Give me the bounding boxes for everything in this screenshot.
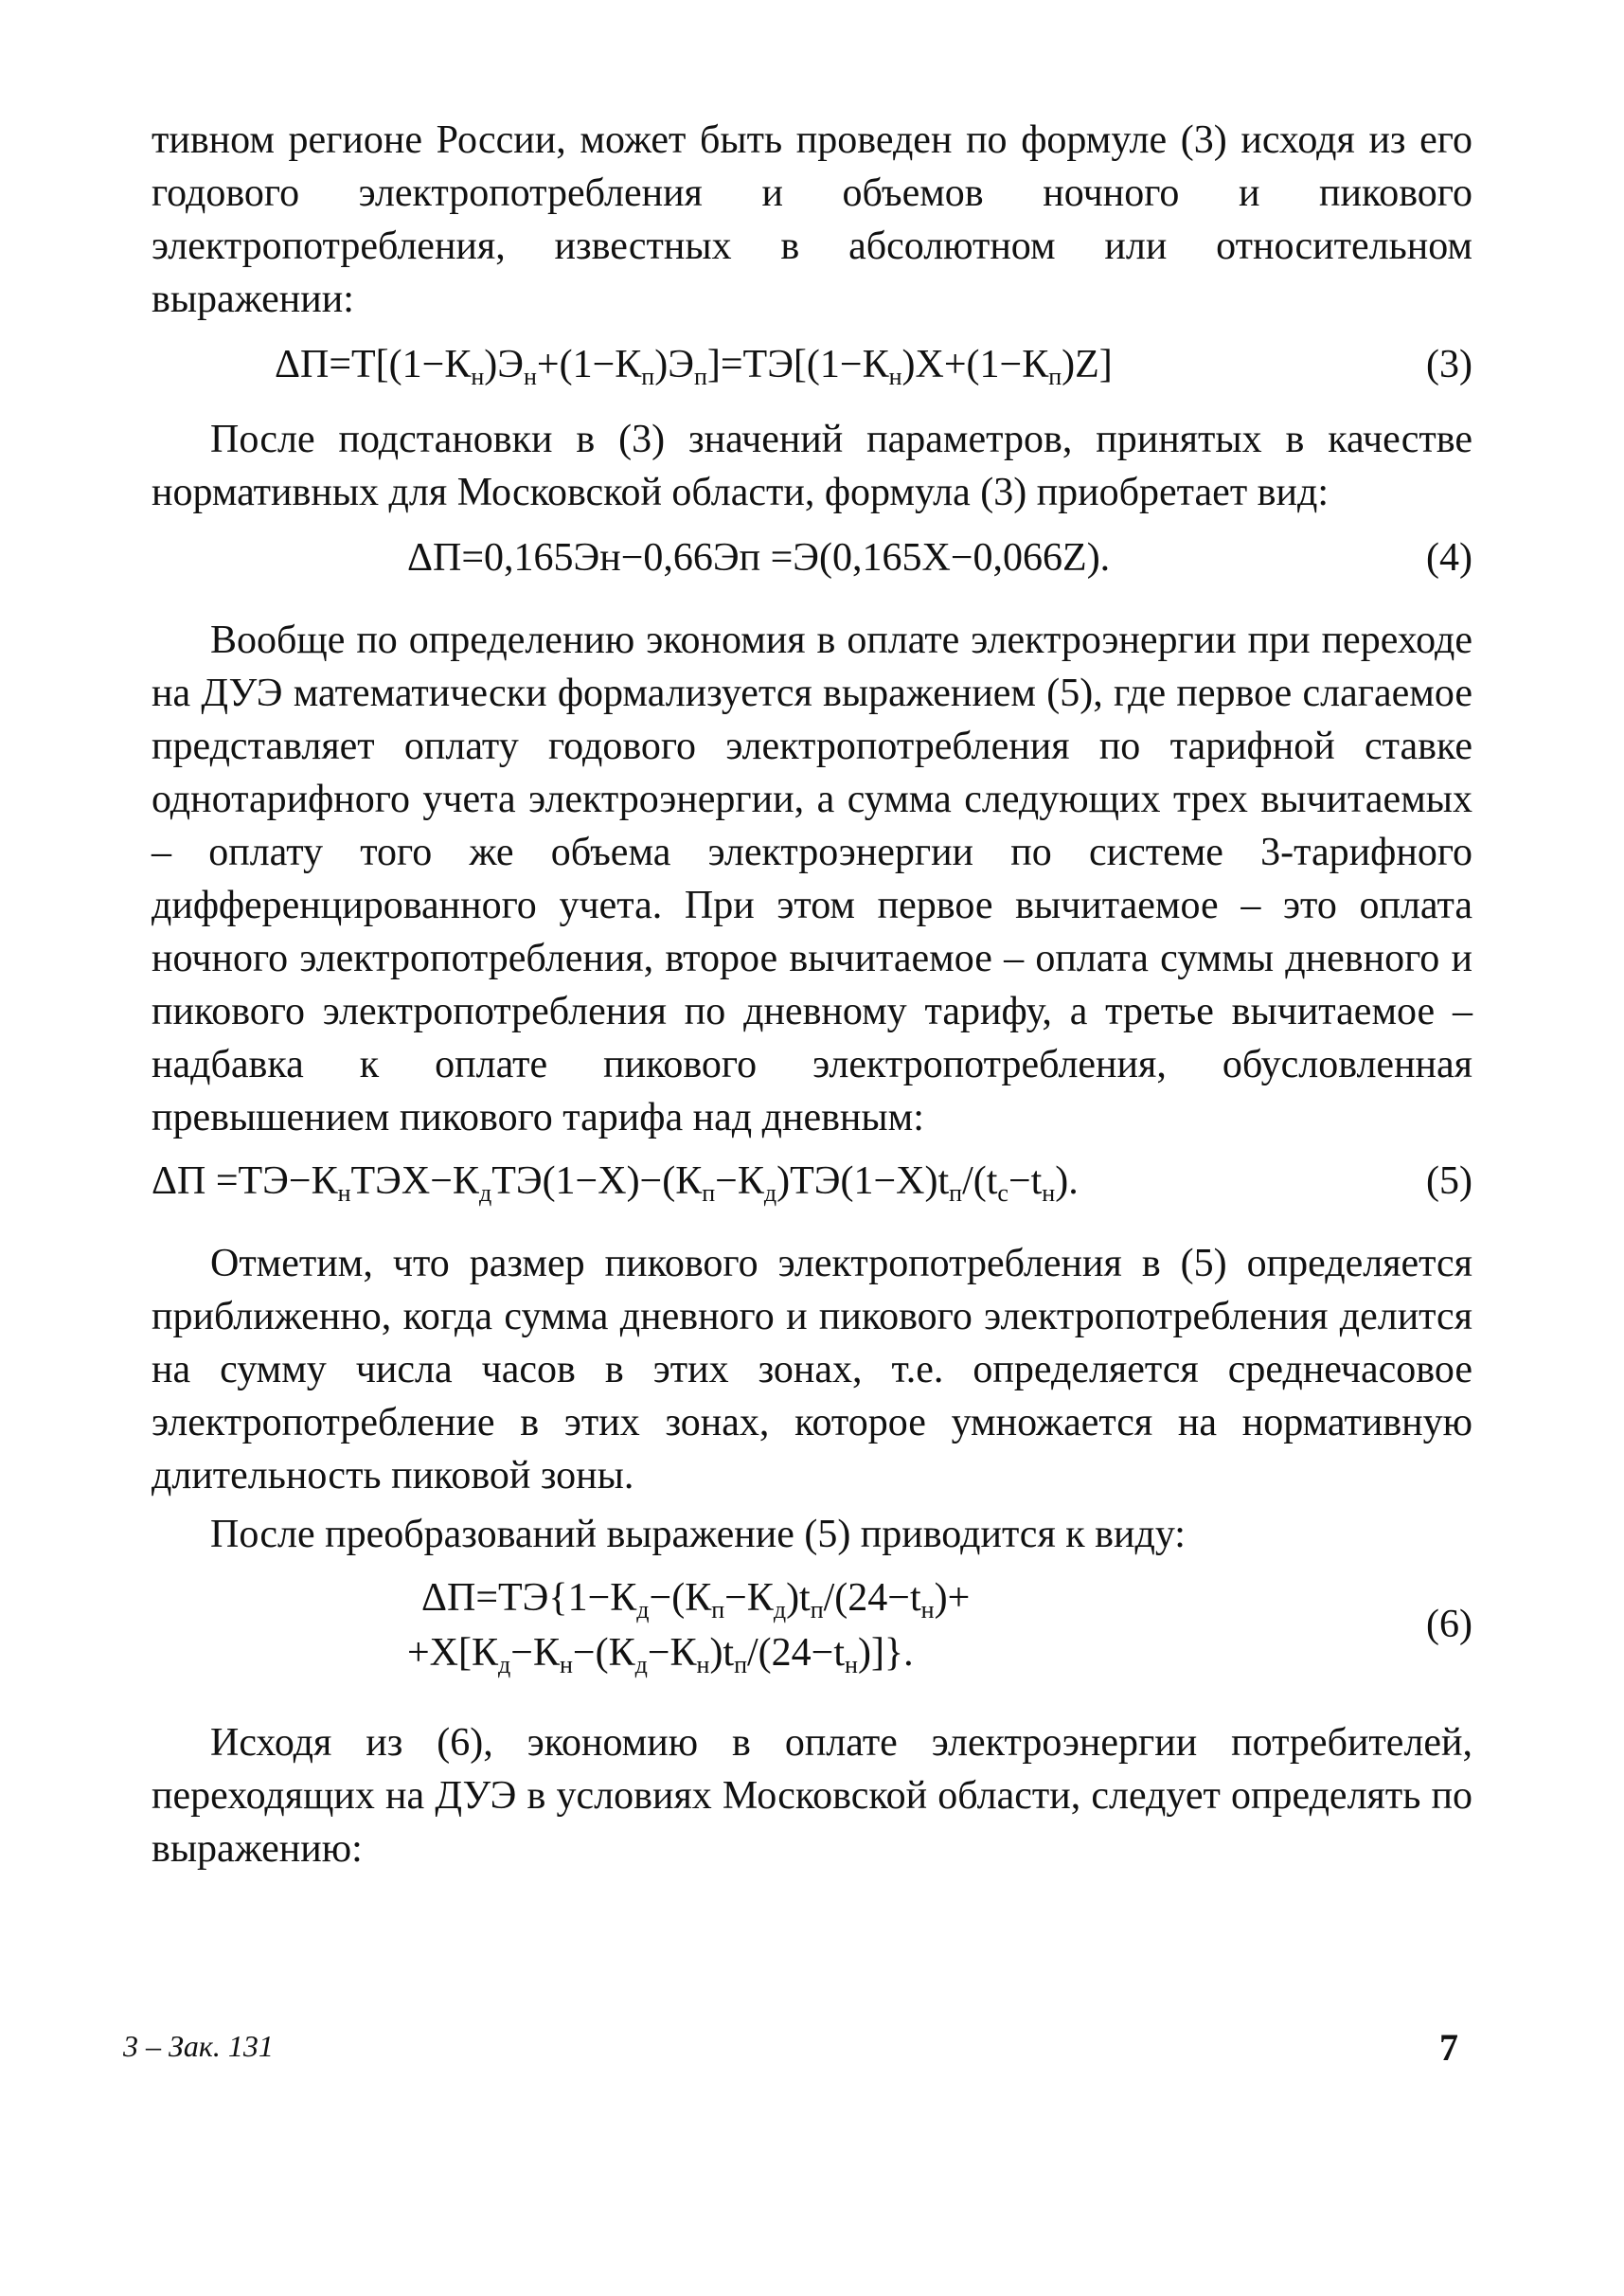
formula-4-expression: ΔП=0,165Эн−0,66Эп =Э(0,165X−0,066Z). (407, 536, 1111, 580)
footer-order-note: 3 – Зак. 131 (123, 2029, 274, 2063)
formula-6-line-1: $\Delta П=ТЭ\{1-К_д-(К_п-К_д)t_п/(24-t_н)+$ (421, 1576, 971, 1623)
formula-3-expression: $\Delta П=Т[(1-К_н)Э_н+(1-К_п)Э_п]=ТЭ[(1-К_н)X+(1-К_п)Z]$ (275, 343, 1113, 390)
paragraph-1: тивном регионе России, может быть проведен по формуле (3) исходя из его годового электропотребления и объемов ночного и пикового электропотребления, известных в абсолютном или относительном выражении: (152, 118, 1472, 321)
formula-6-number: (6) (1426, 1603, 1472, 1646)
paragraph-4: Отметим, что размер пикового электропотребления в (5) определяется приближенно, когда сумма дневного и пикового электропотребления делится на сумму числа часов в этих зонах, т.е. определяется среднечасовое электропотребление в этих зонах, которое умножается на нормативную длительность пиковой зоны. (152, 1242, 1472, 1498)
page-number: 7 (1439, 2026, 1458, 2069)
page-footer (123, 2026, 1458, 2086)
formula-6 (152, 1567, 1472, 1684)
formula-3 (152, 332, 1472, 398)
formula-5-expression: $\Delta П =ТЭ-К_нТЭX-К_дТЭ(1-X)-(К_п-К_д)ТЭ(1-X)t_п/(t_с-t_н)$. (152, 1159, 1079, 1207)
formula-4-number: (4) (1426, 536, 1472, 580)
paragraph-3: Вообще по определению экономия в оплате электроэнергии при переходе на ДУЭ математически формализуется выражением (5), где первое слагаемое представляет оплату годового электропотребления по тарифной ставке однотарифного учета электроэнергии, а сумма следующих трех вычитаемых – оплату того же объема электроэнергии по системе 3-тарифного дифференцированного учета. При этом первое вычитаемое – это оплата ночного электропотребления, второе вычитаемое – оплата суммы дневного и пикового электропотребления по дневному тарифу, а третье вычитаемое – надбавка к оплате пикового электропотребления, обусловленная превышением пикового тарифа над дневным: (152, 619, 1472, 1139)
formula-5-number: (5) (1426, 1159, 1472, 1203)
paragraph-6: Исходя из (6), экономию в оплате электроэнергии потребителей, переходящих на ДУЭ в условиях Московской области, следует определять по выражению: (152, 1721, 1472, 1871)
page-body (152, 114, 1472, 1875)
formula-5 (152, 1148, 1472, 1214)
paragraph-5: После преобразований выражение (5) приводится к виду: (210, 1513, 1186, 1556)
formula-3-number: (3) (1426, 343, 1472, 386)
formula-6-line-2: $+X[К_д-К_н-(К_д-К_н)t_п/(24-t_н)]$}. (407, 1631, 914, 1678)
paragraph-2: После подстановки в (3) значений параметров, принятых в качестве нормативных для Московской области, формула (3) приобретает вид: (152, 418, 1472, 514)
formula-4 (152, 525, 1472, 591)
